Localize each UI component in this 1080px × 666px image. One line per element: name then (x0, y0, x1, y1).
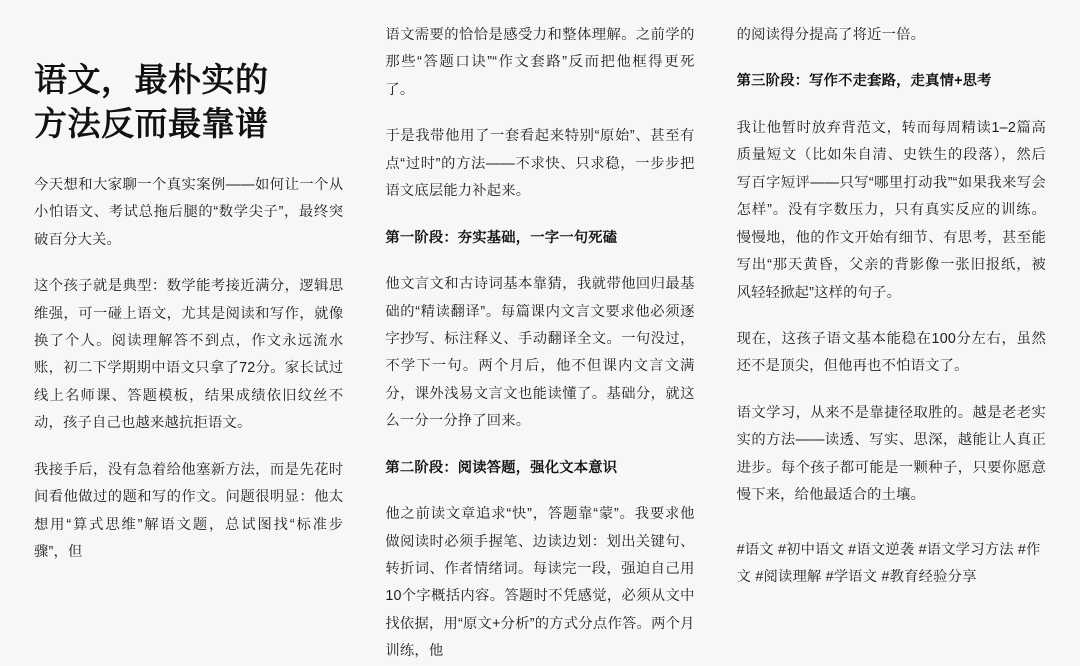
paragraph: 他之前读文章追求“快”，答题靠“蒙”。我要求他做阅读时必须手握笔、边读边划：划出关键句、转折词、作者情绪词。每读完一段，强迫自己用10个字概括内容。答题时不凭感觉，必须从文中找依据，用“原文+分析”的方式分点作答。两个月训练，他 (385, 506, 695, 660)
headline-line-2: 方法反而最靠谱 (34, 104, 269, 142)
paragraph: 现在，这孩子语文基本能稳在100分左右，虽然还不是顶尖，但他再也不怕语文了。 (736, 330, 1046, 375)
stage-one-heading: 第一阶段：夯实基础，一字一句死磕 (385, 229, 618, 246)
paragraph: 语文需要的恰恰是感受力和整体理解。之前学的那些“答题口诀”“作文套路”反而把他框得更死了。 (385, 27, 695, 98)
page-title (34, 58, 343, 146)
article-column-3 (737, 22, 1046, 591)
paragraph: 我让他暂时放弃背范文，转而每周精读1–2篇高质量短文（比如朱自清、史铁生的段落），然后写百字短评——只写“哪里打动我”“如果我来写会怎样”。没有字数压力，只有真实反应的训练。慢慢地，他的作文开始有细节、有思考，甚至能写出“那天黄昏，父亲的背影像一张旧报纸，被风轻轻掀起”这样的句子。 (736, 119, 1046, 301)
article-column-2 (385, 22, 694, 666)
paragraph: 语文学习，从来不是靠捷径取胜的。越是老老实实的方法——读透、写实、思深，越能让人真正进步。每个孩子都可能是一颗种子，只要你愿意慢下来，给他最适合的土壤。 (736, 404, 1046, 504)
paragraph: 的阅读得分提高了将近一倍。 (736, 27, 926, 43)
hashtag-list: #语文 #初中语文 #语文逆袭 #语文学习方法 #作文 #阅读理解 #学语文 #教育经验分享 (736, 541, 1041, 585)
paragraph: 我接手后，没有急着给他塞新方法，而是先花时间看他做过的题和写的作文。问题很明显：他太想用“算式思维”解语文题，总试图找“标准步骤”，但 (34, 461, 344, 560)
paragraph: 这个孩子就是典型：数学能考接近满分，逻辑思维强，可一碰上语文，尤其是阅读和写作，就像换了个人。阅读理解答不到点，作文永远流水账，初二下学期期中语文只拿了72分。家长试过线上名师课、答题模板，结果成绩依旧纹丝不动，孩子自己也越来越抗拒语文。 (34, 278, 344, 432)
stage-two-heading: 第二阶段：阅读答题，强化文本意识 (385, 459, 618, 476)
paragraph: 今天想和大家聊一个真实案例——如何让一个从小怕语文、考试总拖后腿的“数学尖子”，最终突破百分大关。 (34, 176, 344, 248)
stage-three-heading: 第三阶段：写作不走套路，走真情+思考 (736, 73, 992, 90)
paragraph: 他文言文和古诗词基本靠猜，我就带他回归最基础的“精读翻译”。每篇课内文言文要求他必须逐字抄写、标注释义、手动翻译全文。一句没过，不学下一句。两个月后，他不但课内文言文满分，课外浅易文言文也能读懂了。基础分，就这么一分一分挣了回来。 (385, 276, 695, 430)
headline-line-1: 语文，最朴实的 (34, 61, 269, 98)
article-column-1 (34, 22, 343, 566)
paragraph: 于是我带他用了一套看起来特别“原始”、甚至有点“过时”的方法——不求快、只求稳，一步步把语文底层能力补起来。 (385, 128, 695, 200)
